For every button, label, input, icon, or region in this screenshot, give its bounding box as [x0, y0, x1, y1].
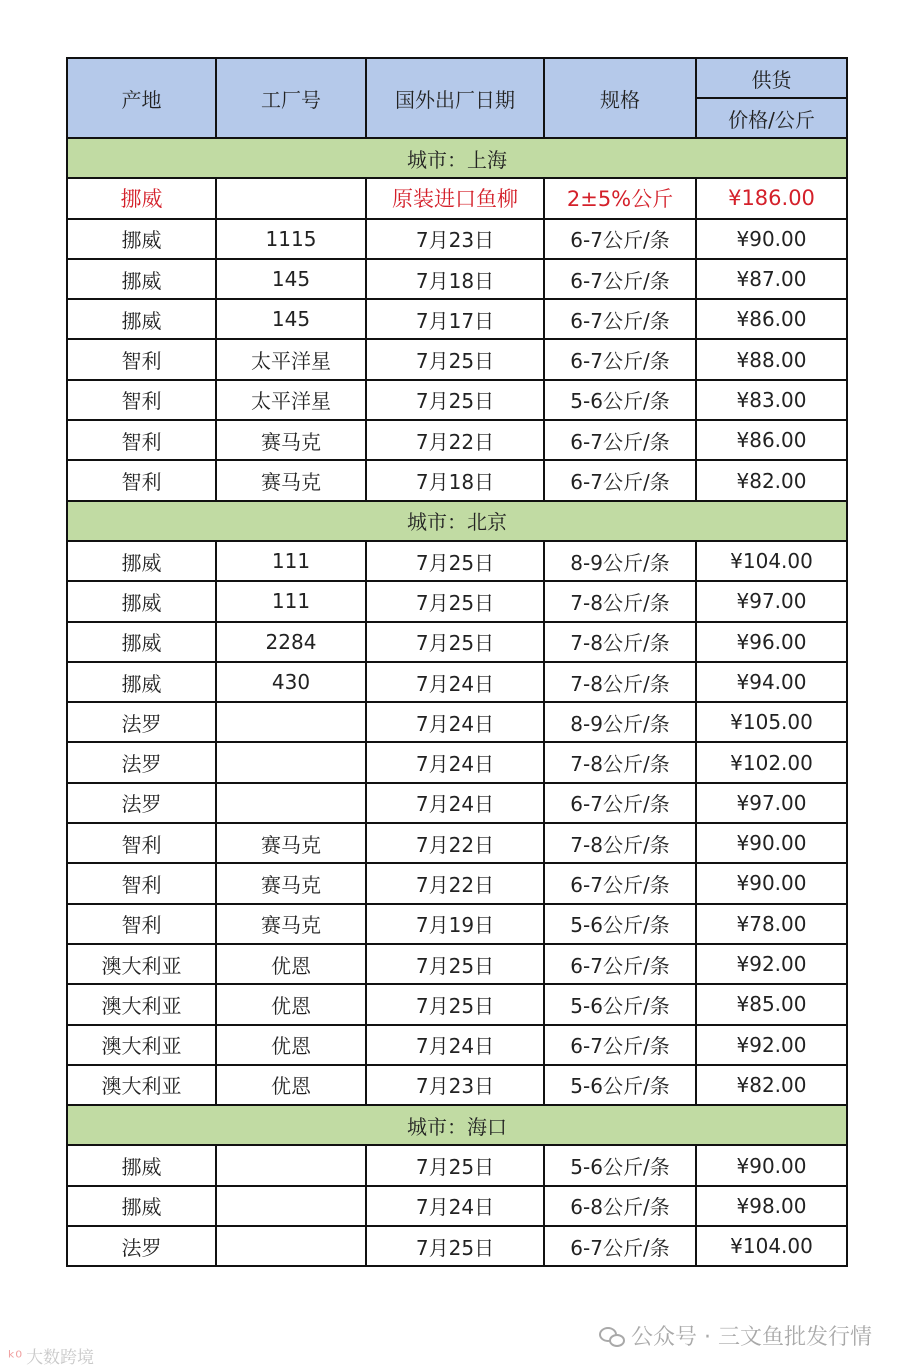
origin-cell: 挪威 — [67, 259, 216, 299]
factory-cell: 太平洋星 — [216, 380, 366, 420]
table-row — [67, 581, 847, 621]
spec-cell: 6-7公斤/条 — [544, 1226, 696, 1266]
origin-cell: 法罗 — [67, 1226, 216, 1266]
date-cell: 7月18日 — [366, 259, 544, 299]
price-cell: ¥90.00 — [696, 863, 847, 903]
origin-cell: 澳大利亚 — [67, 1025, 216, 1065]
factory-cell — [216, 178, 366, 218]
date-cell: 7月23日 — [366, 1065, 544, 1105]
price-cell: ¥90.00 — [696, 823, 847, 863]
table-row — [67, 904, 847, 944]
factory-cell: 111 — [216, 541, 366, 581]
table-row — [67, 259, 847, 299]
date-cell: 7月24日 — [366, 1025, 544, 1065]
origin-cell: 智利 — [67, 863, 216, 903]
date-cell: 7月22日 — [366, 863, 544, 903]
date-cell: 7月22日 — [366, 420, 544, 460]
table-row — [67, 984, 847, 1024]
price-cell: ¥78.00 — [696, 904, 847, 944]
factory-cell: 赛马克 — [216, 904, 366, 944]
table-row — [67, 1226, 847, 1266]
factory-cell: 1115 — [216, 219, 366, 259]
spec-cell: 6-7公斤/条 — [544, 219, 696, 259]
watermark-right: 公众号 · 三文鱼批发行情 — [599, 1320, 872, 1351]
city-row — [67, 138, 847, 178]
factory-cell: 145 — [216, 259, 366, 299]
origin-cell: 智利 — [67, 339, 216, 379]
date-cell: 7月25日 — [366, 944, 544, 984]
date-cell: 7月24日 — [366, 783, 544, 823]
factory-cell: 111 — [216, 581, 366, 621]
spec-cell: 6-8公斤/条 — [544, 1186, 696, 1226]
factory-cell: 优恩 — [216, 984, 366, 1024]
price-cell: ¥90.00 — [696, 219, 847, 259]
header-supply: 供货 — [696, 58, 847, 98]
table-row — [67, 1065, 847, 1105]
price-cell: ¥85.00 — [696, 984, 847, 1024]
table-row — [67, 219, 847, 259]
city-label: 城市：上海 — [67, 138, 847, 178]
origin-cell: 挪威 — [67, 662, 216, 702]
wechat-icon — [599, 1325, 625, 1347]
table-row — [67, 541, 847, 581]
date-cell: 7月24日 — [366, 702, 544, 742]
spec-cell: 6-7公斤/条 — [544, 339, 696, 379]
table-row — [67, 863, 847, 903]
price-cell: ¥86.00 — [696, 420, 847, 460]
date-cell: 7月24日 — [366, 662, 544, 702]
date-cell: 7月19日 — [366, 904, 544, 944]
spec-cell: 8-9公斤/条 — [544, 541, 696, 581]
origin-cell: 挪威 — [67, 622, 216, 662]
date-cell: 7月22日 — [366, 823, 544, 863]
spec-cell: 7-8公斤/条 — [544, 662, 696, 702]
factory-cell: 优恩 — [216, 1025, 366, 1065]
table-row — [67, 178, 847, 218]
date-cell: 7月25日 — [366, 581, 544, 621]
spec-cell: 7-8公斤/条 — [544, 742, 696, 782]
date-cell: 7月25日 — [366, 622, 544, 662]
spec-cell: 7-8公斤/条 — [544, 622, 696, 662]
header-spec: 规格 — [544, 58, 696, 138]
origin-cell: 澳大利亚 — [67, 944, 216, 984]
price-cell: ¥98.00 — [696, 1186, 847, 1226]
spec-cell: 8-9公斤/条 — [544, 702, 696, 742]
origin-cell: 挪威 — [67, 299, 216, 339]
spec-cell: 5-6公斤/条 — [544, 1065, 696, 1105]
factory-cell: 赛马克 — [216, 460, 366, 500]
spec-cell: 6-7公斤/条 — [544, 783, 696, 823]
factory-cell: 145 — [216, 299, 366, 339]
date-cell: 7月23日 — [366, 219, 544, 259]
factory-cell — [216, 702, 366, 742]
header-origin: 产地 — [67, 58, 216, 138]
origin-cell: 智利 — [67, 380, 216, 420]
date-cell: 7月25日 — [366, 1145, 544, 1185]
factory-cell: 2284 — [216, 622, 366, 662]
price-cell: ¥92.00 — [696, 944, 847, 984]
price-cell: ¥82.00 — [696, 460, 847, 500]
price-cell: ¥97.00 — [696, 581, 847, 621]
price-cell: ¥82.00 — [696, 1065, 847, 1105]
spec-cell: 5-6公斤/条 — [544, 984, 696, 1024]
date-cell: 7月25日 — [366, 541, 544, 581]
logo-icon: ᵏ⁰ — [8, 1348, 23, 1368]
spec-cell: 7-8公斤/条 — [544, 581, 696, 621]
price-cell: ¥83.00 — [696, 380, 847, 420]
spec-cell: 6-7公斤/条 — [544, 944, 696, 984]
price-cell: ¥87.00 — [696, 259, 847, 299]
spec-cell: 5-6公斤/条 — [544, 380, 696, 420]
date-cell: 7月25日 — [366, 380, 544, 420]
table-row — [67, 823, 847, 863]
factory-cell: 太平洋星 — [216, 339, 366, 379]
spec-cell: 6-7公斤/条 — [544, 863, 696, 903]
table-row — [67, 1145, 847, 1185]
date-cell: 7月24日 — [366, 1186, 544, 1226]
price-table — [66, 57, 848, 1267]
spec-cell: 5-6公斤/条 — [544, 904, 696, 944]
price-cell: ¥86.00 — [696, 299, 847, 339]
spec-cell: 6-7公斤/条 — [544, 299, 696, 339]
date-cell: 7月17日 — [366, 299, 544, 339]
price-cell: ¥97.00 — [696, 783, 847, 823]
factory-cell: 优恩 — [216, 944, 366, 984]
price-cell: ¥104.00 — [696, 541, 847, 581]
table-row — [67, 1025, 847, 1065]
factory-cell — [216, 1186, 366, 1226]
price-cell: ¥94.00 — [696, 662, 847, 702]
spec-cell: 6-7公斤/条 — [544, 1025, 696, 1065]
origin-cell: 澳大利亚 — [67, 1065, 216, 1105]
table-row — [67, 742, 847, 782]
header-date: 国外出厂日期 — [366, 58, 544, 138]
origin-cell: 智利 — [67, 904, 216, 944]
table-row — [67, 944, 847, 984]
origin-cell: 法罗 — [67, 742, 216, 782]
factory-cell: 430 — [216, 662, 366, 702]
origin-cell: 智利 — [67, 460, 216, 500]
factory-cell — [216, 783, 366, 823]
spec-cell: 2±5%公斤 — [544, 178, 696, 218]
spec-cell: 6-7公斤/条 — [544, 420, 696, 460]
origin-cell: 智利 — [67, 420, 216, 460]
table-row — [67, 299, 847, 339]
spec-cell: 6-7公斤/条 — [544, 460, 696, 500]
date-cell: 7月25日 — [366, 1226, 544, 1266]
factory-cell: 优恩 — [216, 1065, 366, 1105]
city-label: 城市：海口 — [67, 1105, 847, 1145]
origin-cell: 挪威 — [67, 541, 216, 581]
origin-cell: 挪威 — [67, 219, 216, 259]
city-label: 城市：北京 — [67, 501, 847, 541]
price-cell: ¥104.00 — [696, 1226, 847, 1266]
table-row — [67, 420, 847, 460]
table-row — [67, 662, 847, 702]
origin-cell: 智利 — [67, 823, 216, 863]
date-cell: 7月18日 — [366, 460, 544, 500]
date-cell: 7月25日 — [366, 984, 544, 1024]
price-cell: ¥92.00 — [696, 1025, 847, 1065]
price-cell: ¥186.00 — [696, 178, 847, 218]
origin-cell: 挪威 — [67, 581, 216, 621]
table-row — [67, 702, 847, 742]
date-cell: 7月24日 — [366, 742, 544, 782]
factory-cell — [216, 742, 366, 782]
price-cell: ¥88.00 — [696, 339, 847, 379]
table-row — [67, 1186, 847, 1226]
city-row — [67, 501, 847, 541]
price-cell: ¥102.00 — [696, 742, 847, 782]
table-row — [67, 783, 847, 823]
origin-cell: 挪威 — [67, 1186, 216, 1226]
date-cell: 原装进口鱼柳 — [366, 178, 544, 218]
city-row — [67, 1105, 847, 1145]
table-row — [67, 339, 847, 379]
factory-cell: 赛马克 — [216, 863, 366, 903]
table-row — [67, 380, 847, 420]
origin-cell: 挪威 — [67, 178, 216, 218]
spec-cell: 6-7公斤/条 — [544, 259, 696, 299]
origin-cell: 澳大利亚 — [67, 984, 216, 1024]
factory-cell: 赛马克 — [216, 420, 366, 460]
factory-cell — [216, 1145, 366, 1185]
factory-cell — [216, 1226, 366, 1266]
factory-cell: 赛马克 — [216, 823, 366, 863]
date-cell: 7月25日 — [366, 339, 544, 379]
spec-cell: 7-8公斤/条 — [544, 823, 696, 863]
price-cell: ¥105.00 — [696, 702, 847, 742]
table-row — [67, 622, 847, 662]
price-cell: ¥90.00 — [696, 1145, 847, 1185]
origin-cell: 法罗 — [67, 702, 216, 742]
price-cell: ¥96.00 — [696, 622, 847, 662]
table-body — [67, 138, 847, 1266]
spec-cell: 5-6公斤/条 — [544, 1145, 696, 1185]
header-factory: 工厂号 — [216, 58, 366, 138]
origin-cell: 挪威 — [67, 1145, 216, 1185]
origin-cell: 法罗 — [67, 783, 216, 823]
header-price: 价格/公斤 — [696, 98, 847, 138]
table-row — [67, 460, 847, 500]
watermark-left: ᵏ⁰ 大数跨境 — [8, 1348, 95, 1368]
